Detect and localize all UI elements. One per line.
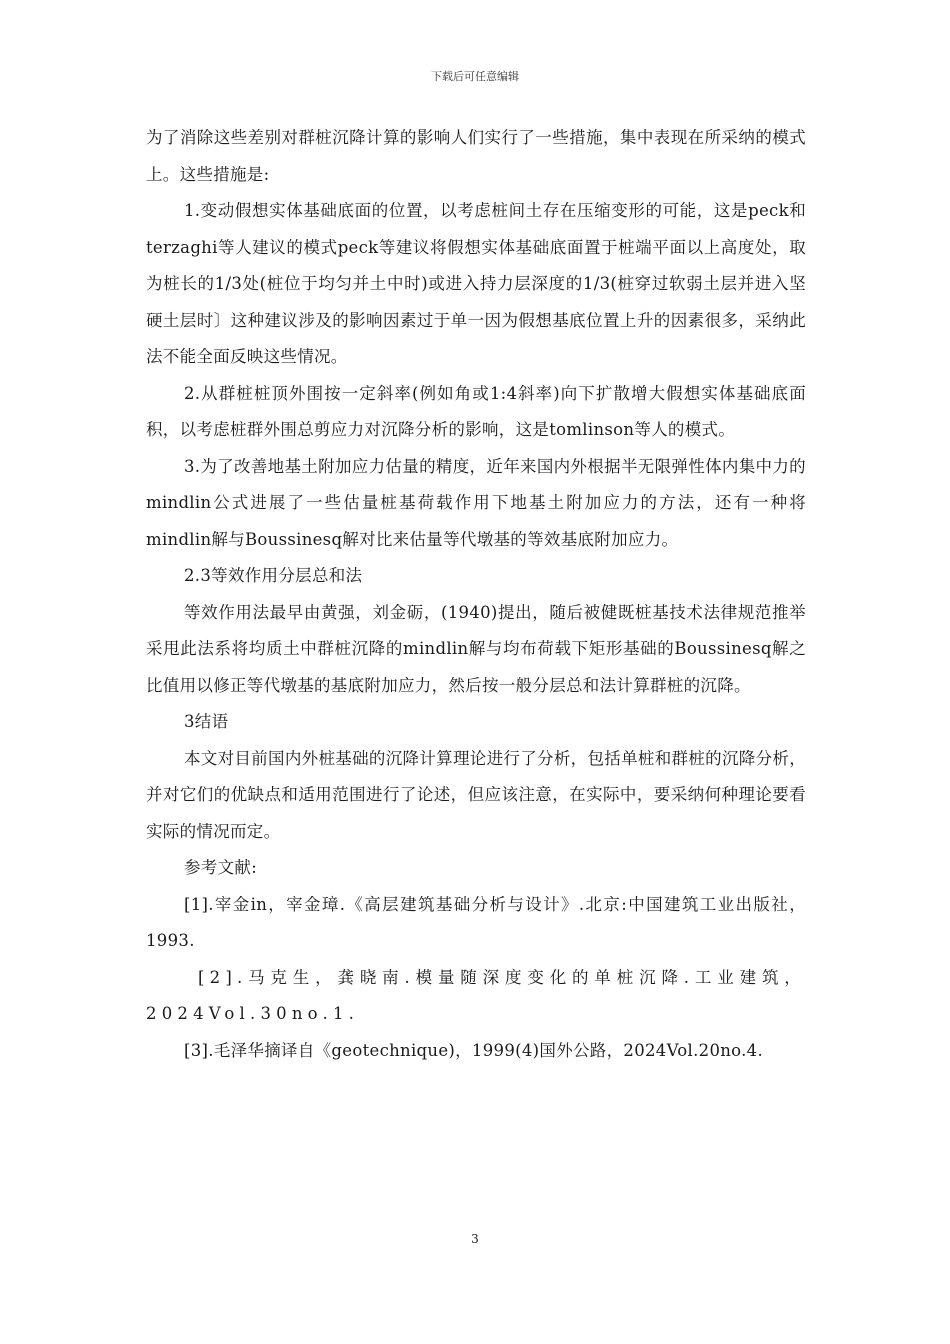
page-number: 3: [471, 1232, 479, 1246]
measure-3-paragraph: 3.为了改善地基土附加应力估量的精度，近年来国内外根据半无限弹性体内集中力的mindlin公式进展了一些估量桩基荷载作用下地基土附加应力的方法，还有一种将mindlin解与Boussinesq解对比来估量等代墩基的等效基底附加应力。: [146, 456, 806, 549]
reference-item-2: [2].马克生，龚晓南.模量随深度变化的单桩沉降.工业建筑，2024Vol.30no.1.: [146, 967, 806, 1023]
intro-paragraph: 为了消除这些差别对群桩沉降计算的影响人们实行了一些措施，集中表现在所采纳的模式上。这些措施是:: [146, 128, 806, 184]
reference-item-1: [1].宰金in，宰金璋.《高层建筑基础分析与设计》.北京:中国建筑工业出版社，1993.: [146, 894, 806, 950]
section-2-3-paragraph: 等效作用法最早由黄强，刘金砺，(1940)提出，随后被健既桩基技术法律规范推举采甩此法系将均质土中群桩沉降的mindlin解与均布荷载下矩形基础的Boussinesq解之比值用以修正等代墩基的基底附加应力，然后按一般分层总和法计算群桩的沉降。: [146, 602, 806, 695]
page-header: 下载后可任意编辑: [431, 70, 519, 83]
measure-2-paragraph: 2.从群桩桩顶外围按一定斜率(例如角或1:4斜率)向下扩散增大假想实体基础底面积，以考虑桩群外围总剪应力对沉降分析的影响，这是tomlinson等人的模式。: [146, 383, 806, 439]
measure-1-paragraph: 1.变动假想实体基础底面的位置，以考虑桩间土存在压缩变形的可能，这是peck和terzaghi等人建议的模式peck等建议将假想实体基础底面置于桩端平面以上高度处，取为桩长的1/3处(桩位于均匀并土中时)或进入持力层深度的1/3(桩穿过软弱土层并进入坚硬土层时〕这种建议涉及的影响因素过于单一因为假想基底位置上升的因素很多，采纳此法不能全面反映这些情况。: [146, 201, 806, 366]
document-body: [146, 120, 806, 1069]
references-heading: 参考文献:: [184, 858, 258, 877]
reference-item-3: [3].毛泽华摘译自《geotechnique)，1999(4)国外公路，2024Vol.20no.4.: [184, 1040, 764, 1060]
section-2-3-heading: 2.3等效作用分层总和法: [184, 566, 363, 585]
section-3-heading: 3结语: [184, 712, 229, 731]
conclusion-paragraph: 本文对目前国内外桩基础的沉降计算理论进行了分析，包括单桩和群桩的沉降分析，并对它们的优缺点和适用范围进行了论述，但应该注意，在实际中，要采纳何种理论要看实际的情况而定。: [146, 748, 806, 841]
